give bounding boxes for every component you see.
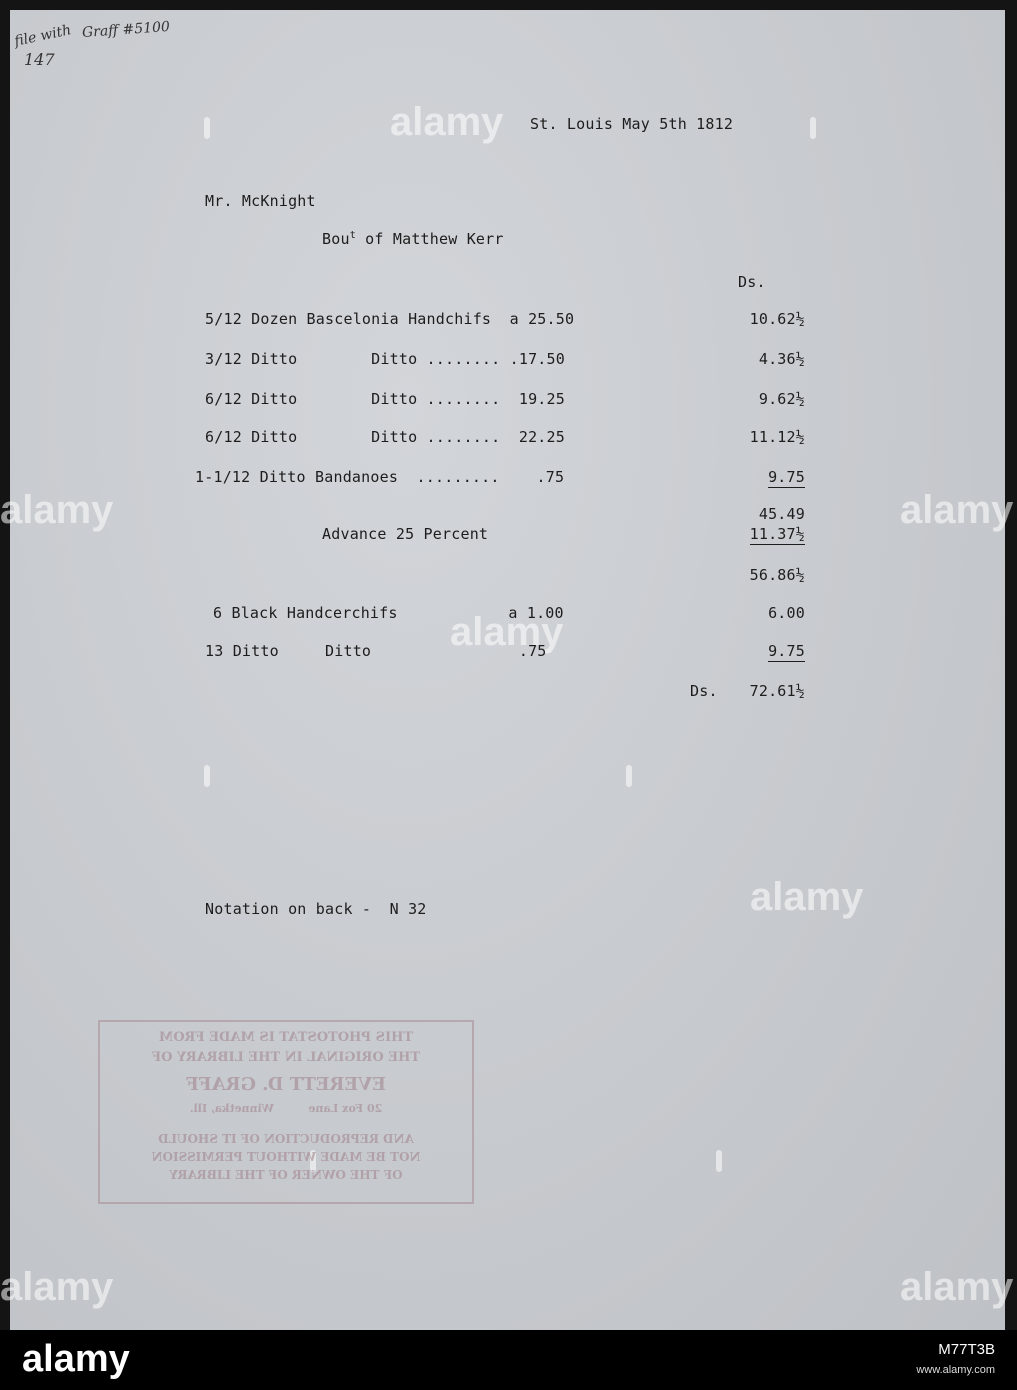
- row-amount-underlined: 9.75: [768, 468, 805, 486]
- currency-header: Ds.: [738, 273, 766, 291]
- advance-label: Advance 25 Percent: [322, 525, 489, 543]
- total-after-advance: 56.86½: [749, 566, 805, 584]
- row-desc: 6/12 Ditto Ditto ........ 19.25: [205, 390, 565, 408]
- row-amount: 11.12½: [749, 428, 805, 446]
- row-amount: [700, 468, 805, 486]
- bought-of-line: [322, 230, 504, 248]
- stamp-line: THE ORIGINAL IN THE LIBRARY OF: [151, 1050, 421, 1065]
- image-id: M77T3B: [938, 1341, 995, 1358]
- watermark-text: alamy: [450, 610, 564, 654]
- watermark-mark: [204, 765, 210, 787]
- footer-bar: [0, 1330, 1017, 1390]
- advance-amount-underlined: 11.37½: [749, 525, 805, 543]
- document-date: St. Louis May 5th 1812: [530, 115, 734, 133]
- row-desc: 5/12 Dozen Bascelonia Handchifs a 25.50: [205, 310, 575, 328]
- watermark-text: alamy: [750, 875, 864, 919]
- row-desc: 6/12 Ditto Ditto ........ 22.25: [205, 428, 565, 446]
- watermark-mark: [716, 1150, 722, 1172]
- row-desc: 13 Ditto Ditto .75: [205, 642, 547, 660]
- bought-suffix: of Matthew Kerr: [355, 230, 504, 248]
- handwritten-note-2: Graff #5100: [81, 18, 171, 42]
- watermark-text: alamy: [900, 1265, 1014, 1309]
- footer-info: [916, 1340, 995, 1380]
- grand-total-label: Ds.: [690, 682, 718, 700]
- watermark-text: alamy: [390, 100, 504, 144]
- row-amount: [700, 642, 805, 660]
- row-amount: 10.62½: [749, 310, 805, 328]
- watermark-mark: [810, 117, 816, 139]
- handwritten-note-3: 147: [24, 50, 55, 69]
- row-desc: 6 Black Handcerchifs a 1.00: [213, 604, 564, 622]
- row-desc: 3/12 Ditto Ditto ........ .17.50: [205, 350, 565, 368]
- stamp-line: THIS PHOTOSTAT IS MADE FROM: [158, 1030, 414, 1045]
- row-amount: 9.62½: [758, 390, 805, 408]
- watermark-mark: [626, 765, 632, 787]
- handwritten-note-1: file with: [12, 22, 73, 50]
- stamp-line: 20 Fox Lane Winnetka, Ill.: [189, 1102, 383, 1115]
- watermark-mark: [204, 117, 210, 139]
- bought-prefix: Bou: [322, 230, 350, 248]
- stamp-line: NOT BE MADE WITHOUT PERMISSION: [151, 1150, 421, 1164]
- watermark-text: alamy: [0, 488, 114, 532]
- stamp-line: EVERETT D. GRAFF: [186, 1074, 386, 1095]
- row-desc: 1-1/12 Ditto Bandanoes ......... .75: [195, 468, 565, 486]
- footer-site: www.alamy.com: [916, 1364, 995, 1376]
- row-amount: 4.36½: [758, 350, 805, 368]
- subtotal-amount: 45.49: [758, 505, 805, 523]
- watermark-text: alamy: [900, 488, 1014, 532]
- library-stamp: [98, 1020, 474, 1204]
- notation-text: Notation on back - N 32: [205, 900, 427, 918]
- watermark-text: alamy: [0, 1265, 114, 1309]
- bought-superscript: t: [349, 230, 356, 241]
- customer-name: Mr. McKnight: [205, 192, 316, 210]
- grand-total-amount: 72.61½: [749, 682, 805, 700]
- footer-logo[interactable]: alamy: [22, 1338, 130, 1380]
- advance-amount: [700, 525, 805, 543]
- stamp-line: OF THE OWNER OF THE LIBRARY: [169, 1168, 403, 1182]
- stamp-line: AND REPRODUCTION OF IT SHOULD: [158, 1132, 414, 1146]
- row-amount: 6.00: [768, 604, 805, 622]
- row-amount-underlined: 9.75: [768, 642, 805, 660]
